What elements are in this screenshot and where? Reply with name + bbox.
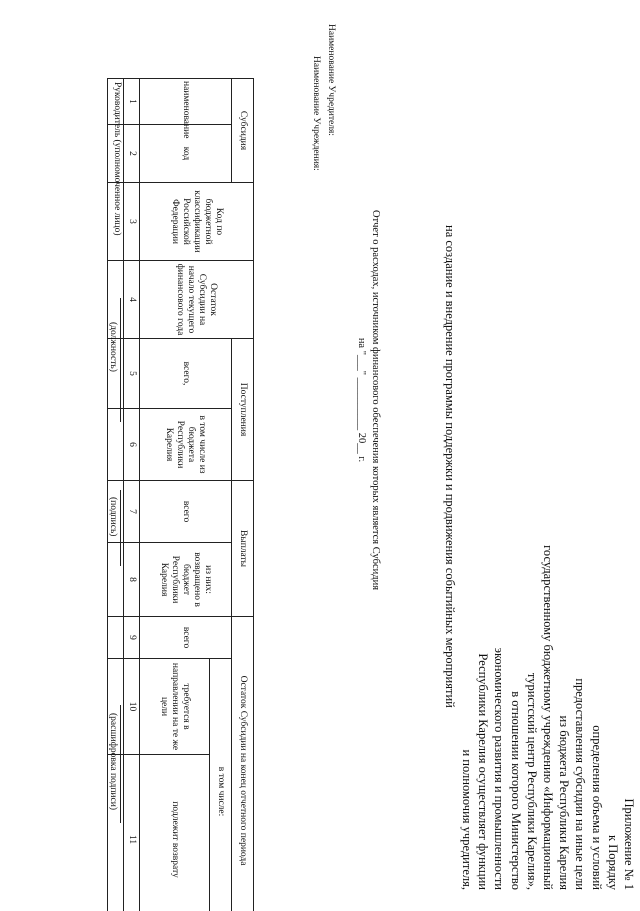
appendix-line-2: к Порядку xyxy=(605,835,620,890)
th-opening-balance: Остаток Субсидии на начало текущего финансового года xyxy=(140,261,254,339)
empty-cell xyxy=(108,617,124,659)
col-num: 1 xyxy=(124,79,140,125)
th-subsidy: Субсидия xyxy=(232,79,254,183)
col-num: 9 xyxy=(124,617,140,659)
col-num: 7 xyxy=(124,481,140,543)
th-incl: в том числе: xyxy=(210,659,232,911)
th-total-receipts: всего, xyxy=(140,339,232,409)
col-num: 3 xyxy=(124,183,140,261)
th-total-payments: всего xyxy=(140,481,232,543)
col-num: 6 xyxy=(124,409,140,481)
position-line xyxy=(120,298,121,422)
sign-caption: (подпись) xyxy=(108,497,118,537)
report-table xyxy=(107,78,254,911)
th-closing-balance: Остаток Субсидии на конец отчетного периода xyxy=(232,617,254,911)
report-date-line: на "___" __________ 20__ г. xyxy=(356,337,367,463)
th-budget-code: Код по бюджетной классификации Российской Федерации xyxy=(140,183,254,261)
th-payments: Выплаты xyxy=(232,481,254,617)
decode-line xyxy=(120,705,121,823)
col-num: 5 xyxy=(124,339,140,409)
col-num: 8 xyxy=(124,543,140,617)
appendix-line-11: и полномочия учредителя, xyxy=(459,749,474,890)
institution-label: Наименование Учреждения: xyxy=(311,56,321,171)
th-incl-from-budget: в том числе из бюджета Республики Карелия xyxy=(140,409,232,481)
th-total-closing: всего xyxy=(140,617,232,659)
appendix-line-6: государственному бюджетному учреждению «Информационный xyxy=(540,545,555,890)
empty-cell xyxy=(108,409,124,481)
appendix-line-7: туристский центр Республики Карелия», xyxy=(524,672,539,890)
founder-label: Наименование Учредителя: xyxy=(326,24,336,136)
col-num: 4 xyxy=(124,261,140,339)
th-to-return: подлежит возврату xyxy=(140,755,210,911)
col-num: 11 xyxy=(124,755,140,911)
sign-line xyxy=(120,490,121,566)
th-returned-to-budget: из них: возвращено в бюджет Республики Карелия xyxy=(140,543,232,617)
appendix-line-9: экономического развития и промышленности xyxy=(492,647,507,890)
appendix-line-3: определения объема и условий xyxy=(589,725,604,890)
appendix-line-4: предоставления субсидии на иные цели xyxy=(573,678,588,890)
appendix-header xyxy=(459,300,637,890)
appendix-line-1: Приложение № 1 xyxy=(622,798,636,890)
appendix-line-12: на создание и внедрение программы поддержки и продвижения событийных мероприятий xyxy=(443,225,457,708)
empty-cell xyxy=(108,543,124,617)
th-receipts: Поступления xyxy=(232,339,254,481)
th-needed-same-purposes: требуется в направлении на те же цели xyxy=(140,659,210,755)
report-title: Отчет о расходах, источником финансового обеспечения которых является Субсидия xyxy=(370,209,381,591)
th-code: код xyxy=(140,125,232,183)
th-name: наименование xyxy=(140,79,232,125)
position-caption: (должность) xyxy=(108,322,118,372)
col-num: 2 xyxy=(124,125,140,183)
col-num: 10 xyxy=(124,659,140,755)
decode-caption: (расшифровка подписи) xyxy=(108,713,118,810)
appendix-line-10: Республики Карелия осуществляет функции xyxy=(476,653,491,890)
report-title-block xyxy=(354,190,382,610)
appendix-line-5: из бюджета Республики Карелия xyxy=(557,715,572,890)
head-label: Руководитель (уполномоченное лицо) xyxy=(112,82,122,236)
appendix-line-8: в отношении которого Министерство xyxy=(508,691,523,890)
